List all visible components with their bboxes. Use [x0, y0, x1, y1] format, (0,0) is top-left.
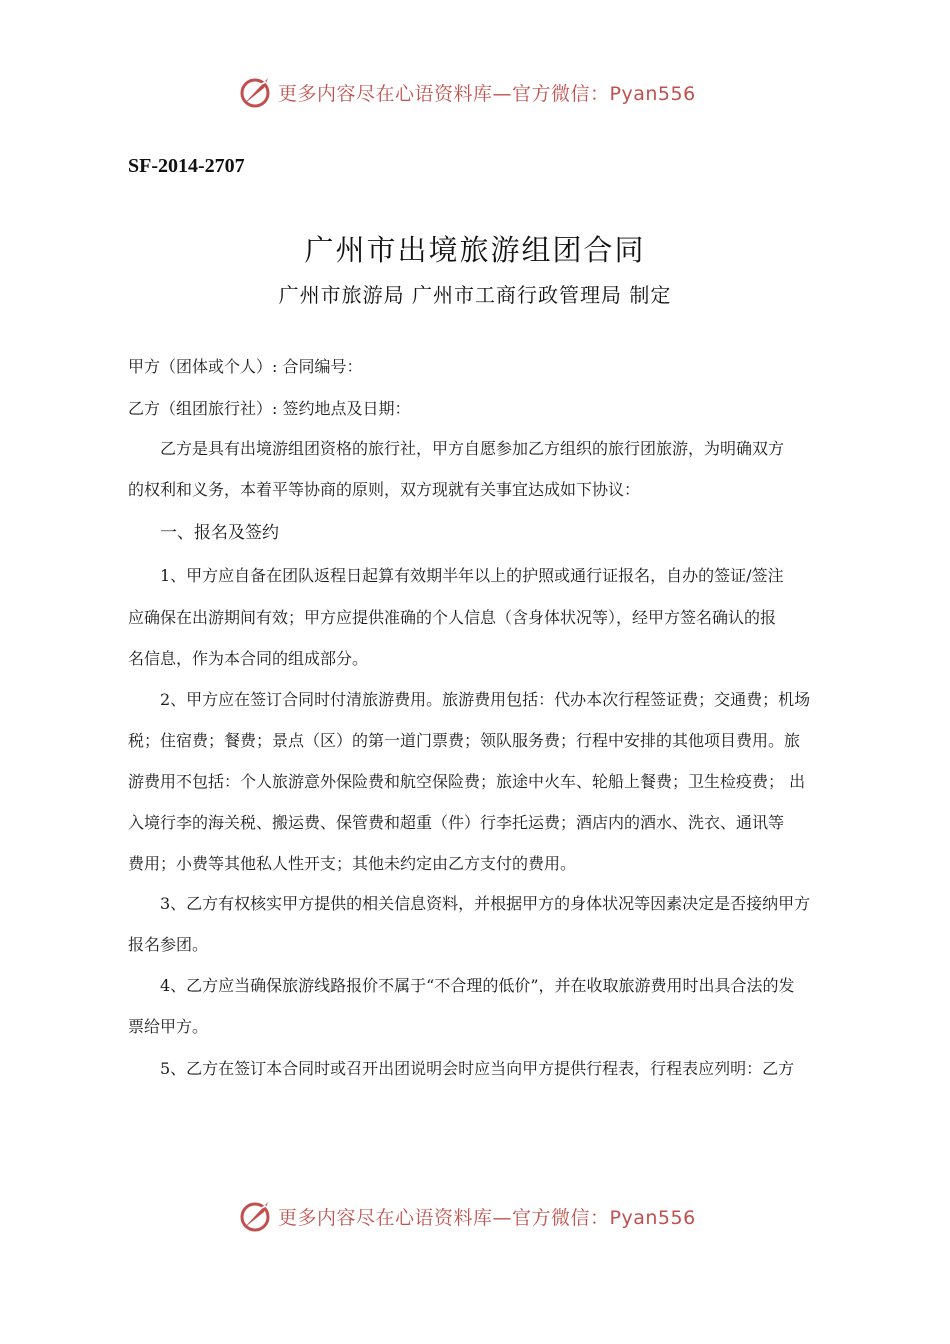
quill-logo-icon: [238, 74, 274, 110]
clause-2-line: 入境行李的海关税、搬运费、保管费和超重（件）行李托运费；酒店内的酒水、洗衣、通讯等: [128, 813, 785, 832]
quill-logo-icon: [238, 1198, 274, 1234]
clause-4-line: 4、乙方应当确保旅游线路报价不属于“不合理的低价”，并在收取旅游费用时出具合法的发: [160, 976, 795, 995]
section-heading: 一、报名及签约: [160, 523, 279, 543]
document-code: SF-2014-2707: [128, 155, 245, 177]
clause-1-line: 1、甲方应自备在团队返程日起算有效期半年以上的护照或通行证报名，自办的签证/签注: [160, 566, 784, 585]
watermark-text: 更多内容尽在心语资料库—官方微信：Pyan556: [278, 82, 696, 105]
contract-issuers: 广州市旅游局 广州市工商行政管理局 制定: [278, 283, 672, 307]
intro-line: 乙方是具有出境游组团资格的旅行社，甲方自愿参加乙方组织的旅行团旅游，为明确双方: [160, 439, 785, 458]
watermark-header: [238, 72, 696, 112]
intro-line: 的权利和义务，本着平等协商的原则，双方现就有关事宜达成如下协议：: [128, 480, 641, 499]
clause-3-line: 3、乙方有权核实甲方提供的相关信息资料，并根据甲方的身体状况等因素决定是否接纳甲方: [160, 894, 811, 913]
clause-2-line: 费用；小费等其他私人性开支；其他未约定由乙方支付的费用。: [128, 854, 577, 873]
clause-2-line: 税；住宿费；餐费；景点（区）的第一道门票费；领队服务费；行程中安排的其他项目费用。旅: [128, 731, 801, 750]
clause-3-line: 报名参团。: [128, 935, 209, 954]
clause-1-line: 应确保在出游期间有效；甲方应提供准确的个人信息（含身体状况等），经甲方签名确认的报: [128, 608, 777, 627]
watermark-footer: [238, 1196, 696, 1236]
clause-1-line: 名信息，作为本合同的组成部分。: [128, 649, 369, 668]
clause-2-line: 2、甲方应在签订合同时付清旅游费用。旅游费用包括：代办本次行程签证费；交通费；机场: [160, 690, 811, 709]
clause-5-line: 5、乙方在签订本合同时或召开出团说明会时应当向甲方提供行程表，行程表应列明：乙方: [160, 1059, 795, 1078]
clause-2-line: 游费用不包括：个人旅游意外保险费和航空保险费；旅途中火车、轮船上餐费；卫生检疫费； 出: [128, 772, 806, 791]
watermark-text: 更多内容尽在心语资料库—官方微信：Pyan556: [278, 1206, 696, 1229]
clause-4-line: 票给甲方。: [128, 1017, 209, 1036]
contract-title: 广州市出境旅游组团合同: [304, 233, 646, 267]
party-a-line: 甲方（团体或个人）: 合同编号：: [128, 357, 363, 376]
party-b-line: 乙方（组团旅行社）: 签约地点及日期：: [128, 399, 411, 418]
